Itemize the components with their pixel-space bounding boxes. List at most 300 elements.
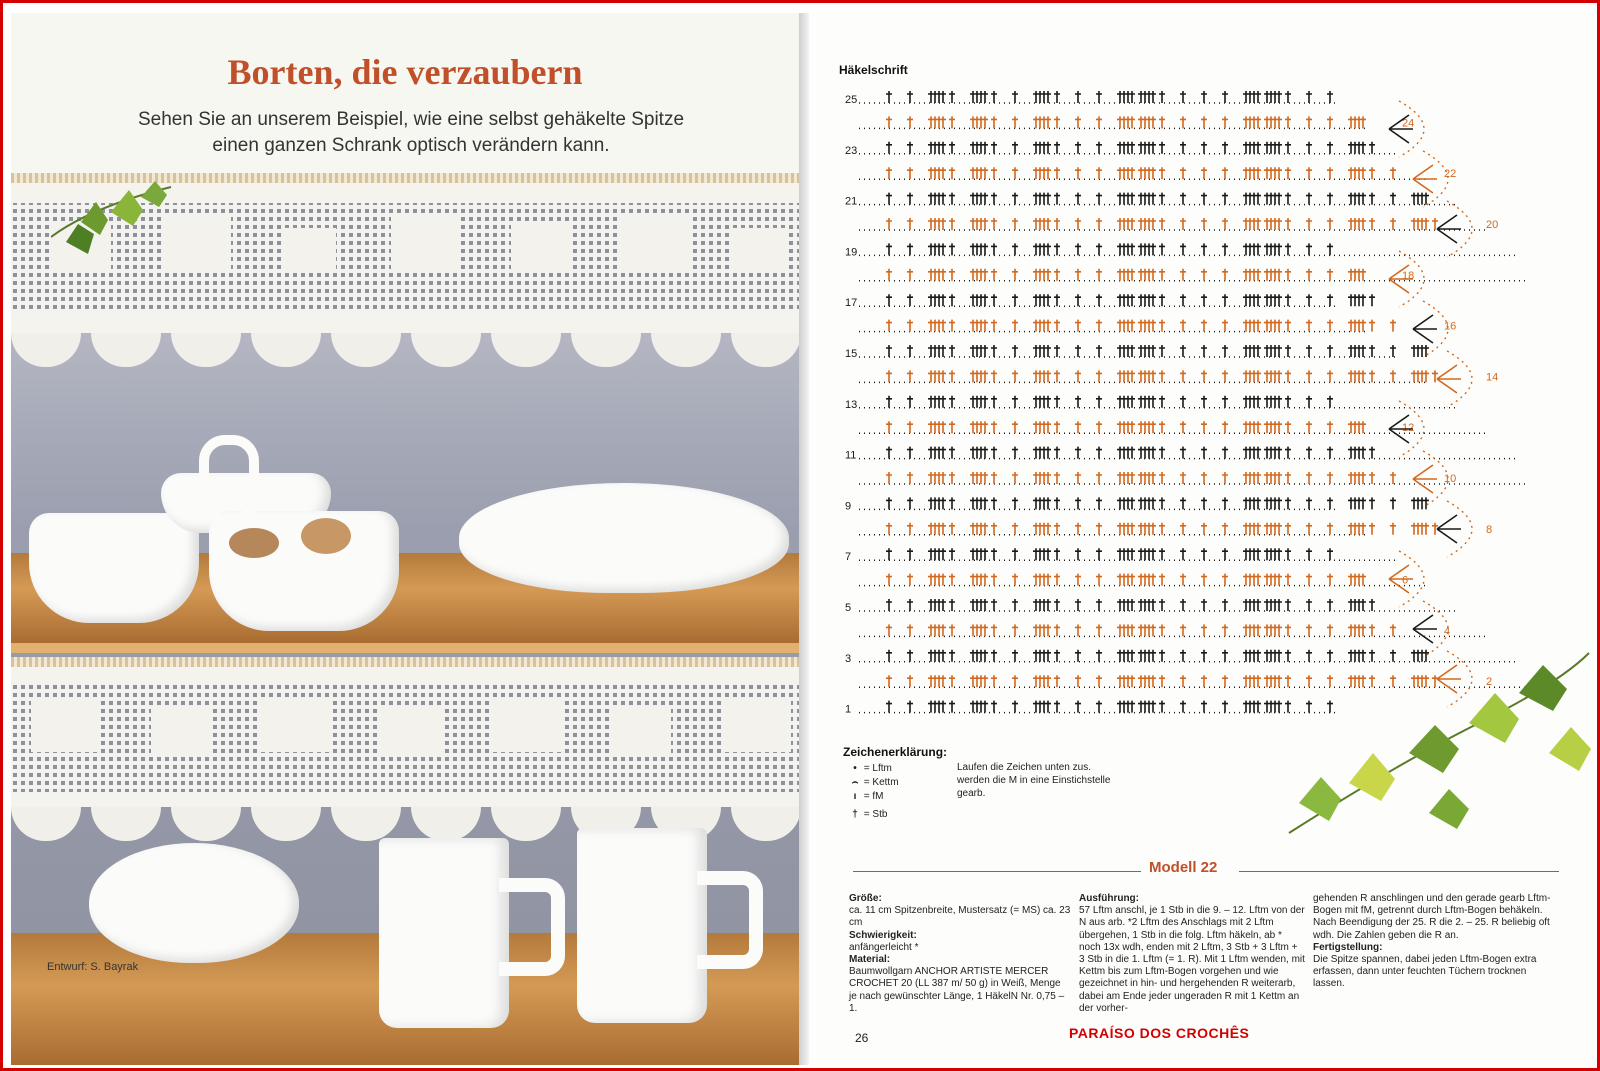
stitch-symbol (1369, 523, 1375, 535)
stitch-symbol (1411, 523, 1429, 535)
stitch-symbol (1096, 599, 1102, 611)
stitch-symbol (1138, 624, 1156, 636)
stitch-symbol (970, 91, 988, 103)
stitch-symbol (928, 167, 946, 179)
stitch-symbol (928, 599, 946, 611)
page-title: Borten, die verzaubern (227, 52, 583, 92)
stitch-symbol (1138, 548, 1156, 560)
stitch-symbol (1180, 472, 1186, 484)
stitch-symbol (970, 142, 988, 154)
stitch-symbol (1180, 624, 1186, 636)
stitch-symbol (991, 624, 997, 636)
single-crochet-icon: ı (853, 791, 857, 802)
stitch-symbol (1201, 294, 1207, 306)
snails (229, 528, 279, 558)
stitch-symbol (1201, 167, 1207, 179)
stitch-symbol (1117, 396, 1135, 408)
stitch-symbol (949, 447, 955, 459)
stitch-symbol (1348, 167, 1366, 179)
stitch-symbol (928, 396, 946, 408)
stitch-symbol (1264, 523, 1282, 535)
stitch-symbol (949, 701, 955, 713)
stitch-symbol (1054, 497, 1060, 509)
stitch-symbol (1180, 320, 1186, 332)
stitch-symbol (1054, 421, 1060, 433)
stitch-symbol (991, 472, 997, 484)
stitch-symbol (886, 523, 892, 535)
stitch-symbol (1075, 675, 1081, 687)
stitch-symbol (1075, 624, 1081, 636)
stitch-symbol (1012, 142, 1018, 154)
stitch-symbol (1201, 523, 1207, 535)
stitch-symbol (1222, 294, 1228, 306)
stitch-symbol (1243, 396, 1261, 408)
stitch-symbol (1117, 447, 1135, 459)
stitch-symbol (1033, 548, 1051, 560)
fan-stitch (1413, 615, 1437, 643)
stitch-symbol (970, 548, 988, 560)
stitch-symbol (1327, 142, 1333, 154)
stitch-symbol (1390, 218, 1396, 230)
stitch-symbol (1075, 599, 1081, 611)
stitch-symbol (1033, 472, 1051, 484)
stitch-symbol (1075, 218, 1081, 230)
stitch-symbol (1348, 294, 1366, 306)
stitch-symbol (1306, 497, 1312, 509)
stitch-symbol (1033, 91, 1051, 103)
stitch-symbol (1054, 599, 1060, 611)
stitch-symbol (928, 345, 946, 357)
stitch-symbol (1222, 193, 1228, 205)
stitch-symbol (1159, 243, 1165, 255)
stitch-symbol (949, 91, 955, 103)
stitch-symbol (1159, 421, 1165, 433)
stitch-symbol (1054, 548, 1060, 560)
stitch-symbol (970, 624, 988, 636)
stitch-symbol (1222, 167, 1228, 179)
stitch-symbol (949, 548, 955, 560)
stitch-symbol (1264, 599, 1282, 611)
ivy-leaves-bottom (1279, 643, 1595, 863)
stitch-symbol (1054, 167, 1060, 179)
stitch-symbol (1138, 396, 1156, 408)
stitch-symbol (1012, 243, 1018, 255)
stitch-symbol (1306, 574, 1312, 586)
stitch-symbol (1033, 370, 1051, 382)
stitch-symbol (1264, 269, 1282, 281)
stitch-symbol (1075, 421, 1081, 433)
stitch-symbol (1138, 243, 1156, 255)
stitch-symbol (1327, 345, 1333, 357)
stitch-symbol (907, 701, 913, 713)
stitch-symbol (1117, 91, 1135, 103)
stitch-symbol (949, 345, 955, 357)
stitch-symbol (1054, 472, 1060, 484)
stitch-symbol (907, 345, 913, 357)
column-1 (849, 893, 1071, 1015)
ivy-leaves-top (51, 177, 181, 267)
stitch-symbol (886, 269, 892, 281)
stitch-symbol (928, 497, 946, 509)
stitch-symbol (1138, 345, 1156, 357)
stitch-symbol (1012, 193, 1018, 205)
stitch-symbol (1285, 396, 1291, 408)
stitch-symbol (1222, 142, 1228, 154)
stitch-symbol (1075, 294, 1081, 306)
chart-row (859, 421, 1489, 433)
stitch-symbol (1117, 624, 1135, 636)
stitch-symbol (1369, 370, 1375, 382)
chart-row (859, 497, 1429, 509)
stitch-symbol (1285, 421, 1291, 433)
stitch-symbol (1348, 345, 1366, 357)
stitch-symbol (1327, 472, 1333, 484)
stitch-symbol (928, 116, 946, 128)
stitch-symbol (928, 370, 946, 382)
mug-right (577, 828, 707, 1023)
row-number: 16 (1444, 320, 1457, 333)
stitch-symbol (1390, 472, 1396, 484)
stitch-symbol (1096, 193, 1102, 205)
stitch-symbol (886, 218, 892, 230)
stitch-symbol (1096, 701, 1102, 713)
stitch-symbol (1180, 599, 1186, 611)
stitch-symbol (1327, 116, 1333, 128)
stitch-symbol (1075, 91, 1081, 103)
row-number: 7 (845, 551, 852, 564)
stitch-symbol (970, 447, 988, 459)
fan-stitch (1413, 315, 1437, 343)
stitch-symbol (1285, 599, 1291, 611)
stitch-symbol (1138, 269, 1156, 281)
stitch-symbol (886, 548, 892, 560)
stitch-symbol (1117, 497, 1135, 509)
subtitle-line-2: einen ganzen Schrank optisch verändern kann. (212, 135, 610, 156)
stitch-symbol (1159, 574, 1165, 586)
stitch-symbol (991, 599, 997, 611)
stitch-symbol (1159, 548, 1165, 560)
stitch-symbol (1054, 650, 1060, 662)
stitch-symbol (1327, 243, 1333, 255)
stitch-symbol (928, 193, 946, 205)
stitch-symbol (1348, 523, 1366, 535)
legend-item (849, 809, 887, 820)
stitch-symbol (1348, 320, 1366, 332)
stitch-symbol (991, 294, 997, 306)
stitch-symbol (1348, 472, 1366, 484)
stitch-symbol (1096, 447, 1102, 459)
stitch-symbol (949, 320, 955, 332)
stitch-symbol (1390, 320, 1396, 332)
stitch-symbol (1306, 472, 1312, 484)
stitch-symbol (991, 116, 997, 128)
stitch-symbol (1159, 269, 1165, 281)
stitch-symbol (1117, 472, 1135, 484)
stitch-symbol (1306, 218, 1312, 230)
design-credit: Entwurf: S. Bayrak (47, 961, 139, 973)
stitch-symbol (1096, 624, 1102, 636)
stitch-symbol (1075, 523, 1081, 535)
stitch-symbol (1159, 193, 1165, 205)
stitch-symbol (1390, 624, 1396, 636)
stitch-symbol (1243, 548, 1261, 560)
stitch-symbol (1306, 142, 1312, 154)
stitch-symbol (1243, 701, 1261, 713)
stitch-symbol (991, 218, 997, 230)
stitch-symbol (1117, 142, 1135, 154)
brand-watermark: PARAÍSO DOS CROCHÊS (1069, 1025, 1250, 1041)
row-number: 5 (845, 602, 852, 614)
stitch-symbol (907, 624, 913, 636)
stitch-symbol (1159, 116, 1165, 128)
stitch-symbol (1033, 421, 1051, 433)
stitch-symbol (886, 650, 892, 662)
stitch-symbol (970, 421, 988, 433)
stitch-symbol (907, 91, 913, 103)
stitch-symbol (1243, 91, 1261, 103)
stitch-symbol (1096, 523, 1102, 535)
slip-stitch-icon: ⌢ (851, 777, 859, 788)
stitch-symbol (1201, 91, 1207, 103)
stitch-symbol (1243, 269, 1261, 281)
stitch-symbol (1243, 345, 1261, 357)
legend-label: = Stb (863, 809, 888, 820)
stitch-symbol (1138, 701, 1156, 713)
stitch-symbol (1012, 701, 1018, 713)
stitch-symbol (1054, 523, 1060, 535)
chart-row (859, 142, 1399, 154)
stitch-symbol (1096, 574, 1102, 586)
fan-stitch (1389, 415, 1413, 443)
stitch-symbol (1348, 599, 1366, 611)
stitch-symbol (1138, 193, 1156, 205)
stitch-symbol (886, 497, 892, 509)
stitch-symbol (928, 91, 946, 103)
stitch-symbol (1033, 116, 1051, 128)
stitch-symbol (1096, 142, 1102, 154)
row-number: 4 (1444, 625, 1451, 638)
stitch-symbol (1138, 370, 1156, 382)
row-number: 2 (1486, 676, 1493, 689)
stitch-symbol (1369, 320, 1375, 332)
stitch-symbol (991, 701, 997, 713)
page-spine (799, 13, 809, 1065)
stitch-symbol (991, 243, 997, 255)
mug-left (379, 838, 509, 1028)
stitch-symbol (1054, 193, 1060, 205)
stitch-symbol (1012, 269, 1018, 281)
chart-row (859, 91, 1339, 103)
stitch-symbol (1243, 599, 1261, 611)
stitch-symbol (1117, 269, 1135, 281)
stitch-symbol (1012, 548, 1018, 560)
chart-row (859, 243, 1519, 255)
stitch-symbol (1138, 472, 1156, 484)
row-number: 24 (1402, 117, 1415, 130)
stitch-symbol (1201, 624, 1207, 636)
stitch-symbol (1327, 193, 1333, 205)
instructions-text: 57 Lftm anschl, je 1 Stb in die 9. – 12. Lftm von der N aus arb. *2 Lftm des Anschlags mit 2 Lftm übergehen, 1 Stb in die folg. Lftm häkeln, ab * noch 13x wdh, enden mit 2 Lftm, 3 Stb + 3 Lftm + 3 Stb in die 1. Lftm (= 1. R). Mit 1 Lftm wenden, mit Kettm bis zum Lftm-Bogen vorgehen und wie gezeichnet in hin- und hergehenden R weiterarb, dabei am Ende jeder ungeraden R mit 1 Kettm an der vorher- (1079, 905, 1305, 1014)
stitch-symbol (1348, 142, 1366, 154)
stitch-symbol (1432, 370, 1438, 382)
stitch-symbol (1348, 447, 1366, 459)
stitch-symbol (1054, 142, 1060, 154)
stitch-symbol (1138, 167, 1156, 179)
stitch-symbol (1243, 650, 1261, 662)
large-bowl (459, 483, 789, 593)
stitch-symbol (1138, 675, 1156, 687)
stitch-symbol (1201, 497, 1207, 509)
row-number: 3 (845, 652, 852, 665)
stitch-symbol (1138, 320, 1156, 332)
stitch-symbol (1159, 370, 1165, 382)
stitch-symbol (1033, 396, 1051, 408)
stitch-symbol (1075, 269, 1081, 281)
stitch-symbol (1159, 142, 1165, 154)
stitch-symbol (949, 497, 955, 509)
stitch-symbol (1264, 243, 1282, 255)
stitch-symbol (1033, 345, 1051, 357)
stitch-symbol (1012, 574, 1018, 586)
stitch-symbol (1243, 523, 1261, 535)
stitch-symbol (1348, 574, 1366, 586)
stitch-symbol (928, 548, 946, 560)
stitch-symbol (907, 675, 913, 687)
stitch-symbol (1201, 345, 1207, 357)
server-handle (199, 435, 259, 525)
stitch-symbol (970, 574, 988, 586)
row-number: 9 (845, 500, 852, 513)
stitch-symbol (991, 675, 997, 687)
stitch-symbol (1180, 345, 1186, 357)
stitch-symbol (1348, 624, 1366, 636)
stitch-symbol (928, 294, 946, 306)
row-number: 15 (845, 348, 858, 360)
finishing-heading: Fertigstellung: (1313, 941, 1383, 953)
stitch-symbol (1033, 523, 1051, 535)
stitch-symbol (1159, 320, 1165, 332)
chain-icon: • (853, 763, 857, 774)
stitch-symbol (1222, 675, 1228, 687)
stitch-symbol (1012, 447, 1018, 459)
stitch-symbol (949, 167, 955, 179)
column-2 (1079, 893, 1305, 1015)
stitch-symbol (1012, 599, 1018, 611)
stitch-symbol (970, 243, 988, 255)
stitch-symbol (970, 345, 988, 357)
stitch-symbol (1285, 548, 1291, 560)
stitch-symbol (1411, 193, 1429, 205)
stitch-symbol (1411, 218, 1429, 230)
stitch-symbol (886, 421, 892, 433)
stitch-symbol (1390, 370, 1396, 382)
stitch-symbol (1222, 269, 1228, 281)
stitch-symbol (1201, 370, 1207, 382)
stitch-symbol (1222, 599, 1228, 611)
stitch-symbol (1117, 193, 1135, 205)
chart-row (859, 116, 1369, 128)
stitch-symbol (1264, 167, 1282, 179)
stitch-symbol (991, 523, 997, 535)
stitch-symbol (1264, 548, 1282, 560)
stitch-symbol (1117, 243, 1135, 255)
stitch-symbol (1369, 472, 1375, 484)
stitch-symbol (907, 523, 913, 535)
stitch-symbol (1264, 370, 1282, 382)
stitch-symbol (1411, 497, 1429, 509)
stitch-symbol (1222, 345, 1228, 357)
stitch-symbol (949, 243, 955, 255)
stitch-symbol (1327, 497, 1333, 509)
chart-row (859, 218, 1489, 230)
chart-row (859, 320, 1396, 332)
stitch-symbol (1180, 421, 1186, 433)
stitch-symbol (1180, 294, 1186, 306)
stitch-symbol (1096, 650, 1102, 662)
stitch-symbol (1390, 193, 1396, 205)
stitch-symbol (949, 675, 955, 687)
stitch-symbol (1138, 116, 1156, 128)
stitch-symbol (1306, 91, 1312, 103)
stitch-symbol (1243, 624, 1261, 636)
stitch-symbol (1285, 167, 1291, 179)
stitch-symbol (1075, 650, 1081, 662)
server-bowl-left (29, 513, 199, 623)
stitch-symbol (1033, 193, 1051, 205)
stitch-symbol (928, 650, 946, 662)
stitch-symbol (1012, 320, 1018, 332)
stitch-symbol (1285, 294, 1291, 306)
stitch-symbol (1369, 447, 1375, 459)
lace-border-bottom (11, 667, 799, 807)
stitch-symbol (1222, 421, 1228, 433)
stitch-symbol (1096, 269, 1102, 281)
chart-row (859, 396, 1459, 408)
stitch-symbol (1369, 167, 1375, 179)
chart-row (859, 624, 1489, 636)
stitch-symbol (1180, 497, 1186, 509)
stitch-symbol (907, 650, 913, 662)
stitch-symbol (1327, 91, 1333, 103)
stitch-symbol (991, 396, 997, 408)
stitch-symbol (1306, 294, 1312, 306)
stitch-symbol (907, 193, 913, 205)
chart-row (859, 523, 1438, 535)
stitch-symbol (1243, 294, 1261, 306)
row-number: 1 (845, 703, 852, 716)
stitch-symbol (1180, 396, 1186, 408)
stitch-symbol (1285, 447, 1291, 459)
stitch-symbol (1201, 701, 1207, 713)
stitch-symbol (1390, 523, 1396, 535)
row-number: 6 (1402, 574, 1409, 587)
stitch-symbol (907, 269, 913, 281)
stitch-symbol (949, 193, 955, 205)
stitch-symbol (1201, 243, 1207, 255)
stitch-symbol (1033, 320, 1051, 332)
stitch-symbol (1306, 421, 1312, 433)
stitch-symbol (1054, 269, 1060, 281)
row-number: 12 (1402, 422, 1415, 435)
stitch-symbol (1201, 320, 1207, 332)
stitch-symbol (1264, 472, 1282, 484)
stitch-symbol (1012, 167, 1018, 179)
stitch-symbol (907, 574, 913, 586)
stitch-symbol (970, 294, 988, 306)
stitch-symbol (991, 548, 997, 560)
stitch-symbol (928, 218, 946, 230)
chart-row (859, 548, 1399, 560)
